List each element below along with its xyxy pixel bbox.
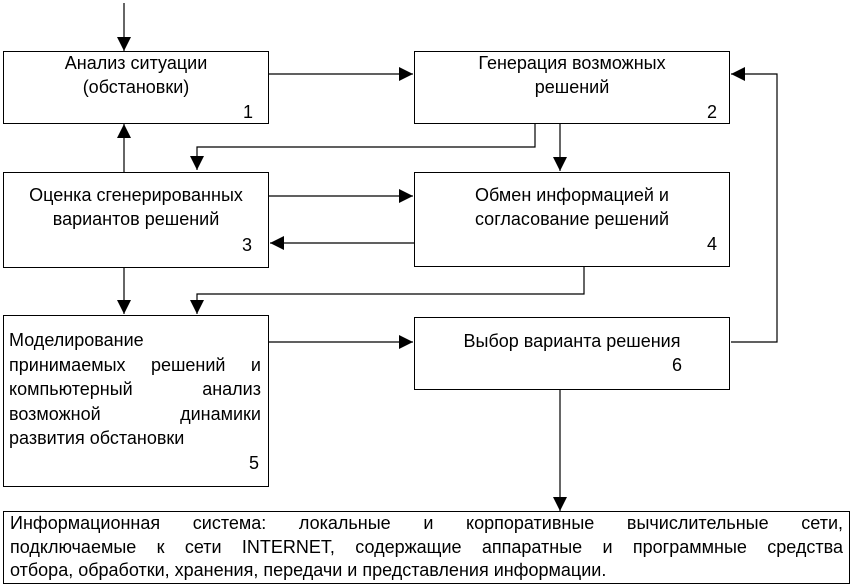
block-5-line1: Моделирование bbox=[9, 330, 144, 350]
arrow-b2-to-b3 bbox=[197, 124, 535, 170]
block-5-number: 5 bbox=[248, 453, 259, 473]
block-4-line1: Обмен информацией и bbox=[475, 185, 669, 205]
block-6-number: 6 bbox=[671, 355, 682, 375]
block-2-line2: решений bbox=[534, 77, 610, 97]
block-6-line1: Выбор варианта решения bbox=[463, 331, 681, 351]
block-4-number: 4 bbox=[706, 234, 717, 254]
info-system-line1: Информационная система: локальные и корпоративные вычислительные сети, bbox=[10, 513, 843, 533]
block-2-line1: Генерация возможных bbox=[478, 53, 666, 73]
info-system-line3: отбора, обработки, хранения, передачи и представления информации. bbox=[10, 560, 607, 580]
block-5-line5: развития обстановки bbox=[9, 428, 185, 448]
block-1-line1: Анализ ситуации bbox=[64, 53, 208, 73]
info-system-line2: подключаемые к сети INTERNET, содержащие аппаратные и программные средства bbox=[10, 536, 843, 557]
block-solution-generation bbox=[414, 51, 730, 124]
block-3-line2: вариантов решений bbox=[52, 209, 220, 229]
block-solution-choice bbox=[414, 317, 730, 390]
block-information-system bbox=[3, 511, 850, 584]
block-variant-evaluation bbox=[3, 172, 269, 268]
block-5-line2: принимаемых решений и bbox=[9, 354, 261, 375]
block-2-number: 2 bbox=[706, 102, 717, 122]
block-3-number: 3 bbox=[241, 235, 252, 255]
block-1-line2: (обстановки) bbox=[82, 77, 190, 97]
block-decision-modeling bbox=[3, 315, 269, 487]
block-1-number: 1 bbox=[242, 102, 253, 122]
arrow-b4-to-b5 bbox=[197, 267, 584, 314]
block-5-line4: возможной динамики bbox=[9, 403, 261, 424]
block-3-line1: Оценка сгенерированных bbox=[29, 185, 243, 205]
block-5-line3: компьютерный анализ bbox=[9, 379, 261, 399]
block-4-line2: согласование решений bbox=[474, 209, 669, 229]
block-situation-analysis bbox=[3, 51, 269, 124]
block-information-exchange bbox=[414, 172, 730, 267]
arrow-b6-to-b2 bbox=[731, 74, 777, 342]
